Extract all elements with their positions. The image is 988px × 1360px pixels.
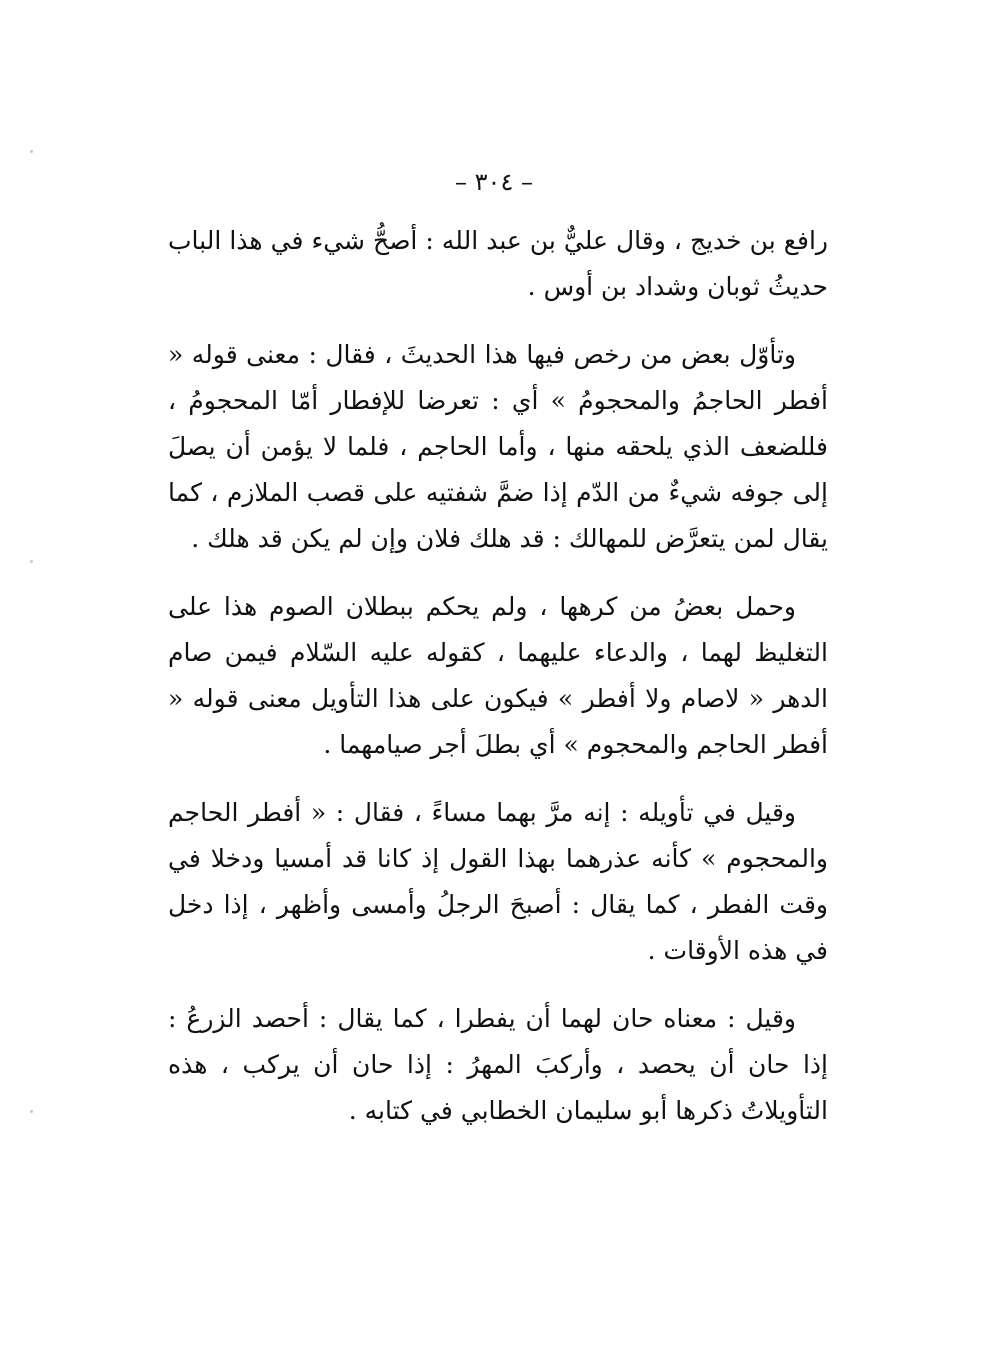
paragraph-3: وحمل بعضُ من كرهها ، ولم يحكم ببطلان الصوم هذا على التغليظ لهما ، والدعاء عليهما ، كقوله عليه السّلام فيمن صام الدهر « لاصام ولا أفطر » فيكون على هذا التأويل معنى قوله « أفطر الحاجم والمحجوم » أي بطلَ أجر صيامهما . [168, 592, 828, 759]
paragraph-2: وتأوّل بعض من رخص فيها هذا الحديثَ ، فقال : معنى قوله « أفطر الحاجمُ والمحجومُ » أي : تعرضا للإفطار أمّا المحجومُ ، فللضعف الذي يلحقه منها ، وأما الحاجم ، فلما لا يؤمن أن يصلَ إلى جوفه شيءٌ من الدّم إذا ضمَّ شفتيه على قصب الملازم ، كما يقال لمن يتعرَّض للمهالك : قد هلك فلان وإن لم يكن قد هلك . [168, 340, 828, 553]
paragraph-1: رافع بن خديج ، وقال عليٌّ بن عبد الله : أصحُّ شيء في هذا الباب حديثُ ثوبان وشداد بن أوس . [168, 226, 828, 301]
page-number: – ٣٠٤ – [455, 168, 533, 196]
paragraph-5: وقيل : معناه حان لهما أن يفطرا ، كما يقال : أحصد الزرعُ : إذا حان أن يحصد ، وأركبَ المهرُ : إذا حان أن يركب ، هذه التأويلاتُ ذكرها أبو سليمان الخطابي في كتابه . [168, 1004, 828, 1125]
paragraph-4: وقيل في تأويله : إنه مرَّ بهما مساءً ، فقال : « أفطر الحاجم والمحجوم » كأنه عذرهما بهذا القول إذ كانا قد أمسيا ودخلا في وقت الفطر ، كما يقال : أصبحَ الرجلُ وأمسى وأظهر ، إذا دخل في هذه الأوقات . [168, 798, 828, 965]
binding-hole-mark [30, 150, 33, 153]
binding-hole-mark [30, 1110, 33, 1113]
body-text [168, 218, 828, 1134]
binding-hole-mark [30, 560, 33, 563]
